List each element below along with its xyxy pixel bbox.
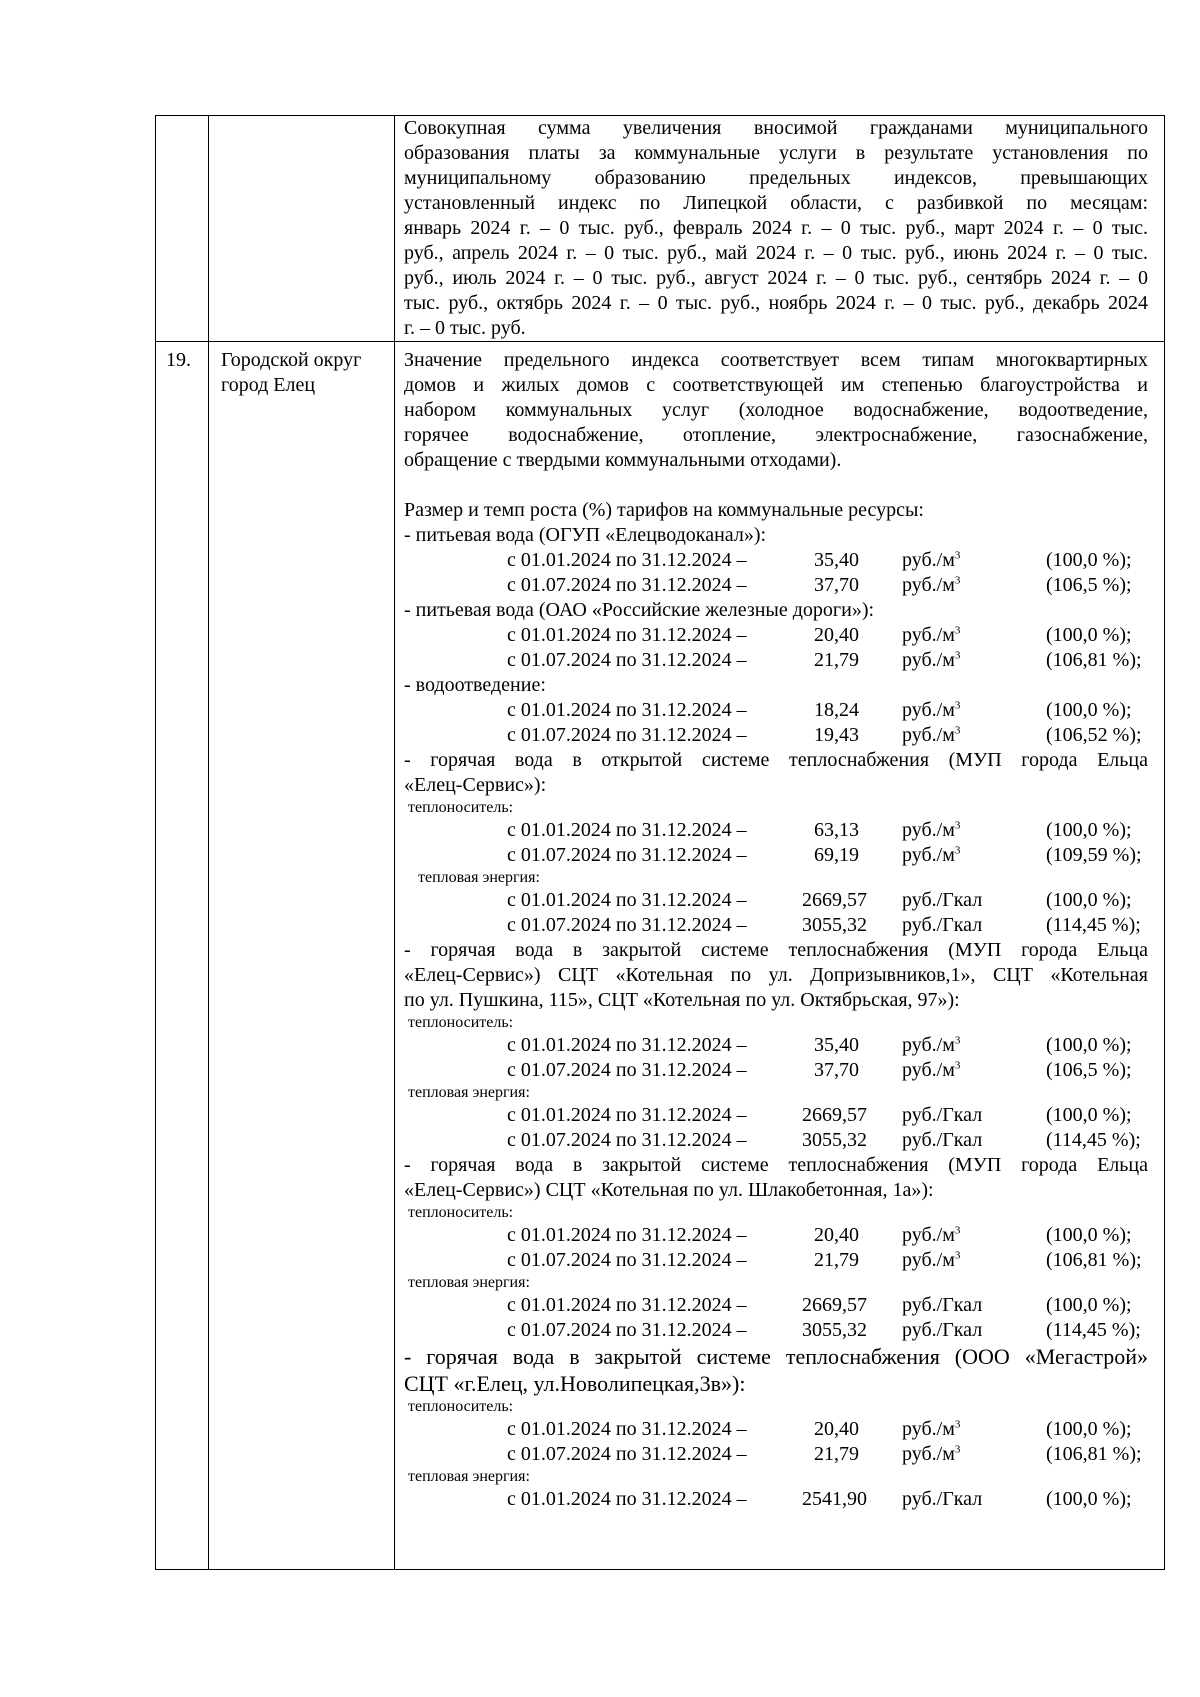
- heat-carrier-label: теплоноситель:: [408, 799, 514, 816]
- text-line: тыс. руб., октябрь 2024 г. – 0 тыс. руб., ноябрь 2024 г. – 0 тыс. руб., декабрь 2024: [404, 292, 1148, 314]
- text-line: горячее водоснабжение, отопление, электроснабжение, газоснабжение,: [404, 424, 1148, 446]
- tariff-row: с 01.01.2024 по 31.12.2024 – 35,40 $руб./м^3$ (100,0 %);: [507, 549, 1132, 571]
- text-line: Совокупная сумма увеличения вносимой гражданами муниципального: [404, 117, 1148, 139]
- document-table: [155, 115, 1165, 1570]
- section-heading: СЦТ «г.Елец, ул.Новолипецкая,3в»):: [404, 1371, 746, 1396]
- section-heading: по ул. Пушкина, 115», СЦТ «Котельная по ул. Октябрьская, 97»):: [404, 989, 960, 1011]
- tariff-row: с 01.07.2024 по 31.12.2024 – 3055,32 руб./Гкал (114,45 %);: [507, 914, 1141, 936]
- text-line: Значение предельного индекса соответствует всем типам многоквартирных: [404, 349, 1148, 371]
- tariff-row: с 01.07.2024 по 31.12.2024 – 19,43 $руб./м^3$ (106,52 %);: [507, 724, 1142, 746]
- tariff-row: с 01.01.2024 по 31.12.2024 – 2541,90 руб./Гкал (100,0 %);: [507, 1488, 1132, 1510]
- tariff-row: с 01.01.2024 по 31.12.2024 – 18,24 $руб./м^3$ (100,0 %);: [507, 699, 1132, 721]
- tariff-row: с 01.07.2024 по 31.12.2024 – 3055,32 руб./Гкал (114,45 %);: [507, 1129, 1141, 1151]
- text-line: г. – 0 тыс. руб.: [404, 317, 526, 339]
- heat-energy-label: тепловая энергия:: [418, 869, 540, 886]
- section-heading: - питьевая вода (ОГУП «Елецводоканал»):: [404, 524, 767, 546]
- payment-increase-summary: [404, 116, 1148, 341]
- tariff-row: с 01.01.2024 по 31.12.2024 – 20,40 $руб./м^3$ (100,0 %);: [507, 1418, 1132, 1440]
- heat-energy-label: тепловая энергия:: [408, 1084, 530, 1101]
- text-line: январь 2024 г. – 0 тыс. руб., февраль 2024 г. – 0 тыс. руб., март 2024 г. – 0 тыс.: [404, 217, 1148, 239]
- tariff-row: с 01.01.2024 по 31.12.2024 – 2669,57 руб./Гкал (100,0 %);: [507, 889, 1132, 911]
- tariff-row: с 01.07.2024 по 31.12.2024 – 21,79 $руб./м^3$ (106,81 %);: [507, 1249, 1142, 1271]
- tariff-row: с 01.01.2024 по 31.12.2024 – 20,40 $руб./м^3$ (100,0 %);: [507, 624, 1132, 646]
- column-divider: [208, 116, 209, 1569]
- tariff-row: с 01.01.2024 по 31.12.2024 – 2669,57 руб./Гкал (100,0 %);: [507, 1104, 1132, 1126]
- heat-carrier-label: теплоноситель:: [408, 1204, 514, 1221]
- section-heading: - горячая вода в открытой системе теплоснабжения (МУП города Ельца: [404, 749, 1148, 771]
- text-line: руб., апрель 2024 г. – 0 тыс. руб., май 2024 г. – 0 тыс. руб., июнь 2024 г. – 0 тыс.: [404, 242, 1148, 264]
- section-heading: «Елец-Сервис») СЦТ «Котельная по ул. Допризывников,1», СЦТ «Котельная: [404, 964, 1148, 986]
- heat-energy-label: тепловая энергия:: [408, 1468, 530, 1485]
- tariff-row: с 01.01.2024 по 31.12.2024 – 63,13 $руб./м^3$ (100,0 %);: [507, 819, 1132, 841]
- tariff-row: с 01.07.2024 по 31.12.2024 – 3055,32 руб./Гкал (114,45 %);: [507, 1319, 1141, 1341]
- tariff-row: с 01.07.2024 по 31.12.2024 – 21,79 $руб./м^3$ (106,81 %);: [507, 649, 1142, 671]
- limit-index-description: [404, 348, 1148, 473]
- section-heading: «Елец-Сервис») СЦТ «Котельная по ул. Шлакобетонная, 1а»):: [404, 1179, 934, 1201]
- section-heading: - питьевая вода (ОАО «Российские железные дороги»):: [404, 599, 875, 621]
- section-heading: - водоотведение:: [404, 674, 546, 696]
- tariff-row: с 01.07.2024 по 31.12.2024 – 37,70 $руб./м^3$ (106,5 %);: [507, 574, 1132, 596]
- section-heading: - горячая вода в закрытой системе теплоснабжения (МУП города Ельца: [404, 1154, 1148, 1176]
- content-column: [404, 116, 1148, 1512]
- text-line: набором коммунальных услуг (холодное водоснабжение, водоотведение,: [404, 399, 1148, 421]
- tariff-row: с 01.07.2024 по 31.12.2024 – 37,70 $руб./м^3$ (106,5 %);: [507, 1059, 1132, 1081]
- tariff-row: с 01.07.2024 по 31.12.2024 – 21,79 $руб./м^3$ (106,81 %);: [507, 1443, 1142, 1465]
- tariff-heading: Размер и темп роста (%) тарифов на коммунальные ресурсы:: [404, 499, 924, 521]
- heat-carrier-label: теплоноситель:: [408, 1398, 514, 1415]
- text-line: руб., июль 2024 г. – 0 тыс. руб., август 2024 г. – 0 тыс. руб., сентябрь 2024 г. – 0: [404, 267, 1148, 289]
- heat-energy-label: тепловая энергия:: [408, 1274, 530, 1291]
- text-line: муниципальному образованию предельных индексов, превышающих: [404, 167, 1148, 189]
- text-line: установленный индекс по Липецкой области, с разбивкой по месяцам:: [404, 192, 1148, 214]
- municipality-name: Городской округ город Елец: [221, 349, 362, 396]
- section-heading: - горячая вода в закрытой системе теплоснабжения (МУП города Ельца: [404, 939, 1148, 961]
- column-divider: [394, 116, 395, 1569]
- heat-carrier-label: теплоноситель:: [408, 1014, 514, 1031]
- tariff-row: с 01.01.2024 по 31.12.2024 – 35,40 $руб./м^3$ (100,0 %);: [507, 1034, 1132, 1056]
- tariff-row: с 01.07.2024 по 31.12.2024 – 69,19 $руб./м^3$ (109,59 %);: [507, 844, 1142, 866]
- tariff-row: с 01.01.2024 по 31.12.2024 – 20,40 $руб./м^3$ (100,0 %);: [507, 1224, 1132, 1246]
- text-line: обращение с твердыми коммунальными отходами).: [404, 449, 842, 471]
- section-heading: «Елец-Сервис»):: [404, 774, 547, 796]
- section-heading: - горячая вода в закрытой системе теплоснабжения (ООО «Мегастрой»: [404, 1344, 1148, 1369]
- tariff-row: с 01.01.2024 по 31.12.2024 – 2669,57 руб./Гкал (100,0 %);: [507, 1294, 1132, 1316]
- text-line: образования платы за коммунальные услуги в результате установления по: [404, 142, 1148, 164]
- row-number: 19.: [166, 349, 191, 371]
- text-line: домов и жилых домов с соответствующей им степенью благоустройства и: [404, 374, 1148, 396]
